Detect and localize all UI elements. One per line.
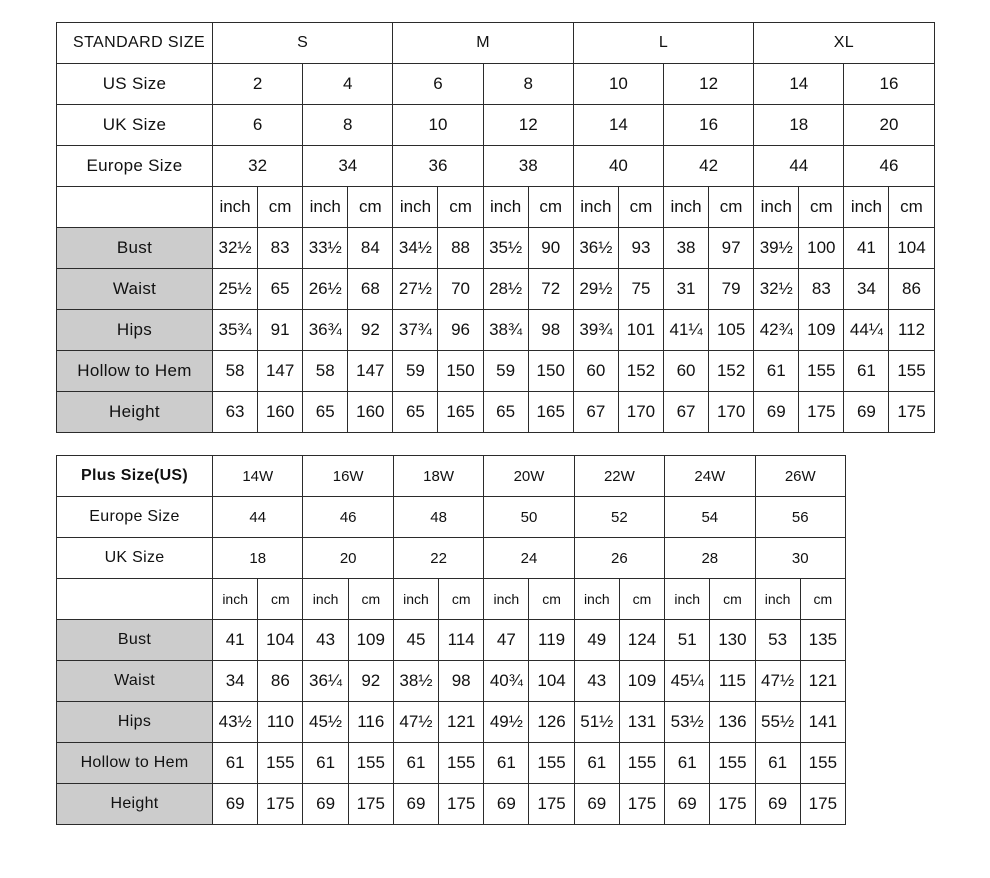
plus-cell-height-11: 175 <box>710 784 755 825</box>
unit-cell-9: cm <box>618 187 663 228</box>
cell-hollow-11: 152 <box>709 351 754 392</box>
plus-cell-hollow-7: 155 <box>529 743 574 784</box>
cell-bust-11: 97 <box>709 228 754 269</box>
cell-hips-1: 91 <box>258 310 303 351</box>
cell-hips-3: 92 <box>348 310 393 351</box>
cell-height-0: 63 <box>213 392 258 433</box>
plus-unit-cell-9: cm <box>619 579 664 620</box>
standard-table-header-row <box>57 23 935 64</box>
cell-us-size-7: 16 <box>844 64 934 105</box>
plus-cell-hollow-10: 61 <box>665 743 710 784</box>
cell-hips-11: 105 <box>709 310 754 351</box>
plus-unit-cell-11: cm <box>710 579 755 620</box>
plus-table-row-hips <box>57 702 846 743</box>
plus-unit-cell-12: inch <box>755 579 800 620</box>
plus-cell-uk-0: 18 <box>213 538 303 579</box>
cell-hollow-10: 60 <box>664 351 709 392</box>
row-label-height: Height <box>57 392 213 433</box>
table-row-uk-size <box>57 105 935 146</box>
cell-bust-13: 100 <box>799 228 844 269</box>
plus-cell-waist-6: 40¾ <box>484 661 529 702</box>
cell-hips-2: 36¾ <box>303 310 348 351</box>
plus-cell-uk-3: 24 <box>484 538 574 579</box>
plus-cell-bust-9: 124 <box>619 620 664 661</box>
cell-uk-size-2: 10 <box>393 105 483 146</box>
plus-table-row-plus-size <box>57 456 846 497</box>
cell-waist-3: 68 <box>348 269 393 310</box>
cell-waist-12: 32½ <box>754 269 799 310</box>
plus-cell-bust-6: 47 <box>484 620 529 661</box>
plus-cell-hips-12: 55½ <box>755 702 800 743</box>
unit-cell-6: inch <box>483 187 528 228</box>
cell-bust-9: 93 <box>618 228 663 269</box>
unit-cell-10: inch <box>664 187 709 228</box>
cell-europe-size-1: 34 <box>303 146 393 187</box>
plus-cell-waist-10: 45¼ <box>665 661 710 702</box>
plus-cell-height-6: 69 <box>484 784 529 825</box>
plus-cell-height-1: 175 <box>258 784 303 825</box>
plus-cell-height-5: 175 <box>439 784 484 825</box>
plus-cell-hips-5: 121 <box>439 702 484 743</box>
cell-us-size-4: 10 <box>573 64 663 105</box>
plus-cell-hips-6: 49½ <box>484 702 529 743</box>
unit-cell-11: cm <box>709 187 754 228</box>
cell-waist-4: 27½ <box>393 269 438 310</box>
plus-cell-hips-13: 141 <box>800 702 845 743</box>
plus-cell-hollow-4: 61 <box>393 743 438 784</box>
cell-height-10: 67 <box>664 392 709 433</box>
plus-cell-waist-8: 43 <box>574 661 619 702</box>
plus-unit-cell-3: cm <box>348 579 393 620</box>
plus-cell-hollow-6: 61 <box>484 743 529 784</box>
size-group-s: S <box>213 23 393 64</box>
cell-uk-size-4: 14 <box>573 105 663 146</box>
size-group-xl: XL <box>754 23 934 64</box>
plus-row-label-bust: Bust <box>57 620 213 661</box>
plus-cell-bust-4: 45 <box>393 620 438 661</box>
plus-cell-size-5: 24W <box>665 456 755 497</box>
cell-hollow-6: 59 <box>483 351 528 392</box>
plus-cell-size-4: 22W <box>574 456 664 497</box>
cell-bust-3: 84 <box>348 228 393 269</box>
plus-row-label-hips: Hips <box>57 702 213 743</box>
unit-cell-0: inch <box>213 187 258 228</box>
cell-bust-8: 36½ <box>573 228 618 269</box>
plus-table-row-europe-size <box>57 497 846 538</box>
plus-cell-size-0: 14W <box>213 456 303 497</box>
cell-waist-13: 83 <box>799 269 844 310</box>
plus-cell-bust-12: 53 <box>755 620 800 661</box>
plus-unit-cell-6: inch <box>484 579 529 620</box>
plus-cell-hips-3: 116 <box>348 702 393 743</box>
plus-table-row-height <box>57 784 846 825</box>
plus-cell-bust-11: 130 <box>710 620 755 661</box>
plus-cell-height-4: 69 <box>393 784 438 825</box>
plus-cell-height-9: 175 <box>619 784 664 825</box>
plus-cell-hollow-12: 61 <box>755 743 800 784</box>
cell-waist-9: 75 <box>618 269 663 310</box>
cell-bust-4: 34½ <box>393 228 438 269</box>
plus-table-row-units <box>57 579 846 620</box>
plus-table-row-hollow-to-hem <box>57 743 846 784</box>
table-row-us-size <box>57 64 935 105</box>
plus-cell-europe-2: 48 <box>393 497 483 538</box>
cell-hips-4: 37¾ <box>393 310 438 351</box>
cell-hips-5: 96 <box>438 310 483 351</box>
plus-cell-waist-5: 98 <box>439 661 484 702</box>
plus-cell-hips-4: 47½ <box>393 702 438 743</box>
plus-row-label-hollow-to-hem: Hollow to Hem <box>57 743 213 784</box>
table-row-europe-size <box>57 146 935 187</box>
plus-cell-hips-7: 126 <box>529 702 574 743</box>
cell-europe-size-5: 42 <box>664 146 754 187</box>
cell-uk-size-1: 8 <box>303 105 393 146</box>
plus-unit-cell-10: inch <box>665 579 710 620</box>
unit-cell-8: inch <box>573 187 618 228</box>
cell-bust-1: 83 <box>258 228 303 269</box>
cell-hollow-7: 150 <box>528 351 573 392</box>
cell-waist-7: 72 <box>528 269 573 310</box>
cell-europe-size-7: 46 <box>844 146 934 187</box>
cell-height-13: 175 <box>799 392 844 433</box>
cell-hollow-8: 60 <box>573 351 618 392</box>
table-gap <box>56 433 934 455</box>
plus-cell-height-12: 69 <box>755 784 800 825</box>
plus-cell-waist-11: 115 <box>710 661 755 702</box>
plus-cell-height-8: 69 <box>574 784 619 825</box>
cell-hollow-9: 152 <box>618 351 663 392</box>
cell-hollow-0: 58 <box>213 351 258 392</box>
cell-us-size-6: 14 <box>754 64 844 105</box>
plus-cell-hips-10: 53½ <box>665 702 710 743</box>
row-label-bust: Bust <box>57 228 213 269</box>
cell-hips-0: 35¾ <box>213 310 258 351</box>
row-label-waist: Waist <box>57 269 213 310</box>
row-label-europe-size: Europe Size <box>57 146 213 187</box>
plus-cell-europe-4: 52 <box>574 497 664 538</box>
plus-cell-europe-5: 54 <box>665 497 755 538</box>
plus-cell-uk-6: 30 <box>755 538 846 579</box>
plus-cell-bust-0: 41 <box>213 620 258 661</box>
plus-cell-uk-2: 22 <box>393 538 483 579</box>
plus-table-row-uk-size <box>57 538 846 579</box>
plus-cell-size-6: 26W <box>755 456 846 497</box>
table-row-waist <box>57 269 935 310</box>
cell-uk-size-5: 16 <box>664 105 754 146</box>
cell-waist-11: 79 <box>709 269 754 310</box>
plus-cell-height-7: 175 <box>529 784 574 825</box>
plus-cell-height-3: 175 <box>348 784 393 825</box>
row-label-hips: Hips <box>57 310 213 351</box>
plus-unit-cell-8: inch <box>574 579 619 620</box>
plus-cell-uk-1: 20 <box>303 538 393 579</box>
cell-europe-size-6: 44 <box>754 146 844 187</box>
plus-cell-hollow-5: 155 <box>439 743 484 784</box>
row-label-units <box>57 187 213 228</box>
plus-cell-hollow-13: 155 <box>800 743 845 784</box>
cell-us-size-3: 8 <box>483 64 573 105</box>
cell-uk-size-7: 20 <box>844 105 934 146</box>
plus-cell-height-2: 69 <box>303 784 348 825</box>
unit-cell-7: cm <box>528 187 573 228</box>
cell-bust-12: 39½ <box>754 228 799 269</box>
unit-cell-12: inch <box>754 187 799 228</box>
plus-row-label-units <box>57 579 213 620</box>
plus-size-table <box>56 455 846 825</box>
plus-cell-hips-9: 131 <box>619 702 664 743</box>
plus-cell-hips-0: 43½ <box>213 702 258 743</box>
cell-hollow-2: 58 <box>303 351 348 392</box>
cell-hips-8: 39¾ <box>573 310 618 351</box>
standard-size-table <box>56 22 935 433</box>
cell-height-9: 170 <box>618 392 663 433</box>
plus-cell-waist-7: 104 <box>529 661 574 702</box>
size-group-m: M <box>393 23 573 64</box>
cell-hips-14: 44¼ <box>844 310 889 351</box>
unit-cell-15: cm <box>889 187 934 228</box>
plus-unit-cell-0: inch <box>213 579 258 620</box>
plus-cell-bust-13: 135 <box>800 620 845 661</box>
cell-uk-size-3: 12 <box>483 105 573 146</box>
cell-waist-1: 65 <box>258 269 303 310</box>
cell-europe-size-2: 36 <box>393 146 483 187</box>
plus-row-label-europe-size: Europe Size <box>57 497 213 538</box>
unit-cell-14: inch <box>844 187 889 228</box>
plus-cell-waist-13: 121 <box>800 661 845 702</box>
cell-bust-7: 90 <box>528 228 573 269</box>
plus-cell-waist-0: 34 <box>213 661 258 702</box>
plus-cell-hips-2: 45½ <box>303 702 348 743</box>
plus-cell-uk-4: 26 <box>574 538 664 579</box>
cell-bust-10: 38 <box>664 228 709 269</box>
cell-waist-5: 70 <box>438 269 483 310</box>
cell-hollow-12: 61 <box>754 351 799 392</box>
unit-cell-13: cm <box>799 187 844 228</box>
row-label-uk-size: UK Size <box>57 105 213 146</box>
cell-uk-size-6: 18 <box>754 105 844 146</box>
cell-waist-8: 29½ <box>573 269 618 310</box>
cell-europe-size-4: 40 <box>573 146 663 187</box>
cell-waist-15: 86 <box>889 269 934 310</box>
row-label-hollow-to-hem: Hollow to Hem <box>57 351 213 392</box>
unit-cell-5: cm <box>438 187 483 228</box>
cell-bust-5: 88 <box>438 228 483 269</box>
cell-hollow-5: 150 <box>438 351 483 392</box>
plus-cell-europe-0: 44 <box>213 497 303 538</box>
plus-cell-bust-5: 114 <box>439 620 484 661</box>
plus-cell-bust-3: 109 <box>348 620 393 661</box>
plus-cell-size-1: 16W <box>303 456 393 497</box>
plus-cell-hollow-2: 61 <box>303 743 348 784</box>
cell-uk-size-0: 6 <box>213 105 303 146</box>
plus-cell-hollow-3: 155 <box>348 743 393 784</box>
plus-cell-hollow-0: 61 <box>213 743 258 784</box>
table-row-bust <box>57 228 935 269</box>
plus-cell-waist-12: 47½ <box>755 661 800 702</box>
cell-height-3: 160 <box>348 392 393 433</box>
plus-cell-bust-10: 51 <box>665 620 710 661</box>
plus-table-row-waist <box>57 661 846 702</box>
plus-cell-europe-1: 46 <box>303 497 393 538</box>
cell-hips-9: 101 <box>618 310 663 351</box>
cell-bust-0: 32½ <box>213 228 258 269</box>
cell-hollow-1: 147 <box>258 351 303 392</box>
plus-cell-height-13: 175 <box>800 784 845 825</box>
plus-cell-hollow-11: 155 <box>710 743 755 784</box>
cell-hips-12: 42¾ <box>754 310 799 351</box>
plus-unit-cell-1: cm <box>258 579 303 620</box>
cell-hips-15: 112 <box>889 310 934 351</box>
plus-cell-europe-3: 50 <box>484 497 574 538</box>
plus-cell-bust-2: 43 <box>303 620 348 661</box>
table-row-hollow-to-hem <box>57 351 935 392</box>
cell-bust-6: 35½ <box>483 228 528 269</box>
cell-us-size-5: 12 <box>664 64 754 105</box>
plus-cell-waist-9: 109 <box>619 661 664 702</box>
plus-cell-bust-8: 49 <box>574 620 619 661</box>
plus-unit-cell-2: inch <box>303 579 348 620</box>
cell-us-size-0: 2 <box>213 64 303 105</box>
cell-height-4: 65 <box>393 392 438 433</box>
plus-unit-cell-4: inch <box>393 579 438 620</box>
unit-cell-1: cm <box>258 187 303 228</box>
cell-waist-6: 28½ <box>483 269 528 310</box>
plus-cell-waist-2: 36¼ <box>303 661 348 702</box>
cell-hips-13: 109 <box>799 310 844 351</box>
cell-hollow-15: 155 <box>889 351 934 392</box>
plus-cell-waist-1: 86 <box>258 661 303 702</box>
cell-hollow-13: 155 <box>799 351 844 392</box>
plus-row-label-plus-size: Plus Size(US) <box>57 456 213 497</box>
plus-cell-uk-5: 28 <box>665 538 755 579</box>
size-group-l: L <box>573 23 753 64</box>
plus-row-label-uk-size: UK Size <box>57 538 213 579</box>
cell-height-2: 65 <box>303 392 348 433</box>
plus-cell-hips-11: 136 <box>710 702 755 743</box>
plus-cell-waist-3: 92 <box>348 661 393 702</box>
cell-hollow-3: 147 <box>348 351 393 392</box>
plus-cell-hips-1: 110 <box>258 702 303 743</box>
plus-unit-cell-5: cm <box>439 579 484 620</box>
cell-hollow-4: 59 <box>393 351 438 392</box>
table-row-units <box>57 187 935 228</box>
cell-height-12: 69 <box>754 392 799 433</box>
cell-height-7: 165 <box>528 392 573 433</box>
plus-cell-size-3: 20W <box>484 456 574 497</box>
standard-table-title: STANDARD SIZE <box>57 23 213 64</box>
unit-cell-3: cm <box>348 187 393 228</box>
plus-cell-size-2: 18W <box>393 456 483 497</box>
plus-cell-hollow-8: 61 <box>574 743 619 784</box>
table-row-height <box>57 392 935 433</box>
cell-height-1: 160 <box>258 392 303 433</box>
cell-waist-0: 25½ <box>213 269 258 310</box>
cell-hips-6: 38¾ <box>483 310 528 351</box>
plus-unit-cell-13: cm <box>800 579 845 620</box>
plus-cell-bust-7: 119 <box>529 620 574 661</box>
table-row-hips <box>57 310 935 351</box>
cell-height-5: 165 <box>438 392 483 433</box>
plus-cell-europe-6: 56 <box>755 497 846 538</box>
plus-cell-hollow-9: 155 <box>619 743 664 784</box>
cell-height-8: 67 <box>573 392 618 433</box>
cell-waist-14: 34 <box>844 269 889 310</box>
cell-hips-7: 98 <box>528 310 573 351</box>
cell-waist-10: 31 <box>664 269 709 310</box>
plus-row-label-height: Height <box>57 784 213 825</box>
plus-cell-bust-1: 104 <box>258 620 303 661</box>
cell-us-size-1: 4 <box>303 64 393 105</box>
cell-bust-2: 33½ <box>303 228 348 269</box>
cell-us-size-2: 6 <box>393 64 483 105</box>
plus-unit-cell-7: cm <box>529 579 574 620</box>
plus-cell-hollow-1: 155 <box>258 743 303 784</box>
row-label-us-size: US Size <box>57 64 213 105</box>
cell-hips-10: 41¼ <box>664 310 709 351</box>
plus-cell-height-0: 69 <box>213 784 258 825</box>
unit-cell-2: inch <box>303 187 348 228</box>
plus-table-row-bust <box>57 620 846 661</box>
cell-europe-size-0: 32 <box>213 146 303 187</box>
cell-bust-15: 104 <box>889 228 934 269</box>
cell-waist-2: 26½ <box>303 269 348 310</box>
plus-cell-hips-8: 51½ <box>574 702 619 743</box>
cell-bust-14: 41 <box>844 228 889 269</box>
cell-europe-size-3: 38 <box>483 146 573 187</box>
plus-cell-waist-4: 38½ <box>393 661 438 702</box>
plus-cell-height-10: 69 <box>665 784 710 825</box>
cell-height-6: 65 <box>483 392 528 433</box>
cell-height-11: 170 <box>709 392 754 433</box>
cell-height-15: 175 <box>889 392 934 433</box>
plus-row-label-waist: Waist <box>57 661 213 702</box>
cell-hollow-14: 61 <box>844 351 889 392</box>
unit-cell-4: inch <box>393 187 438 228</box>
cell-height-14: 69 <box>844 392 889 433</box>
